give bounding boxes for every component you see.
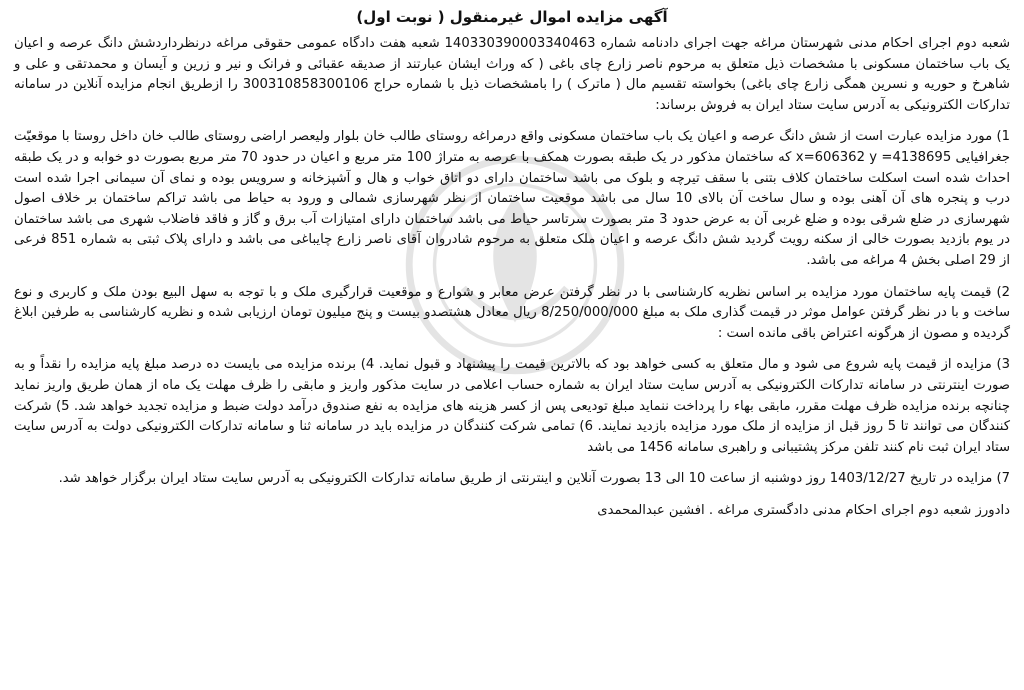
item-7-paragraph: 7) مزایده در تاریخ 1403/12/27 روز دوشنبه از ساعت 10 الی 13 بصورت آنلاین و اینترنتی از طریق سامانه تدارکات الکترونیکی به آدرس سایت ستاد ایران برگزار خواهد شد. [58,471,1010,487]
item-1-paragraph: 1) مورد مزایده عبارت است از شش دانگ عرصه و اعیان یک باب ساختمان مسکونی واقع درمراغه روستای طالب خان بلوار ولیعصر اراضی روستای طالب خان داخل روستا با موقعیّت جغرافیایی x=606362 y =4138695 که ساختمان مذکور در یک طبقه بصورت همکف با عرصه به متراژ 100 متر مربع و اعیان در حدود 70 متر مربع بصورت دو خوابه و در یک طبقه احداث شده است اسکلت ساختمان کلاف بتنی با سقف تیرچه و بلوک می باشد ساختمان دارای دو اتاق خواب و هال و آشپزخانه و سرویس بوده و نمای آن سیمانی اجرا شده است درب و پنجره های آن آهنی بوده و سال ساخت آن بالای 10 سال می باشد موقعیت ساختمان از نظر شهرسازی شمالی و ورود به حیاط می باشد تراکم ساختمان بر خلاف اصول شهرسازی در ضلع شرقی بوده و ضلع غربی آن به عرض حدود 3 متر بصورت سرتاسر حیاط می باشد ساختمان دارای امتیازات آب برق و گاز و فاقد فاضلاب شهری می باشد ساختمان در یوم بازدید بصورت خالی از سکنه رویت گردید شش دانگ عرصه و اعیان ملک متعلق به مرحوم شادروان آقای ناصر زارع چایباغی می باشد و دارای پلاک ثبتی به شماره 851 فرعی از 29 اصلی بخش 4 مراغه می باشد. [14,129,1010,268]
notice-title: آگهی مزایده اموال غیرمنقول ( نوبت اول) [356,8,668,26]
item-2-paragraph: 2) قیمت پایه ساختمان مورد مزایده بر اساس نظریه کارشناسی با در نظر گرفتن عرض معابر و شوارع و موقعیت قرارگیری ملک و با توجه به سهل البیع بودن ملک و کاربری و نوع ساخت و با در نظر گرفتن عوامل موثر در قیمت گذاری ملک به مبلغ 8/250/000/000 ریال معادل هشتصدو بیست و پنج میلیون تومان ارزیابی شده و نظریه کارشناسی به طرفین ابلاغ گردیده و مصون از هرگونه اعتراض باقی مانده است : [14,284,1010,341]
signature-line: دادورز شعبه دوم اجرای احکام مدنی دادگستری مراغه . افشین عبدالمحمدی [597,502,1010,518]
item-3-paragraph: 3) مزایده از قیمت پایه شروع می شود و مال متعلق به کسی خواهد بود که بالاترین قیمت را پیشنهاد و قبول نماید. 4) برنده مزایده می بایست ده درصد مبلغ پایه مزایده را نقداً و به صورت اینترنتی در سامانه تدارکات الکترونیکی به آدرس سایت ستاد ایران به شماره حساب اعلامی در سایت مذکور واریز و مابقی را ظرف مهلت یک ماه از همان طریق واریز نماید چنانچه برنده مزایده ظرف مهلت مقرر، مابقی بهاء را پرداخت ننماید مبلغ تودیعی پس از کسر هزینه های مزایده به نفع صندوق درآمد دولت ضبط و مزایده تجدید خواهد شد. 5) شرکت کنندگان می توانند تا 5 روز قبل از مزایده از ملک مورد مزایده بازدید نمایند. 6) تمامی شرکت کنندگان در مزایده باید در سامانه ثنا و سامانه تدارکات الکترونیکی دولت به آدرس سایت ستاد ایران ثبت نام کنند تلفن مرکز پشتیبانی و راهبری سامانه 1456 می باشد [14,357,1011,455]
intro-paragraph: شعبه دوم اجرای احکام مدنی شهرستان مراغه جهت اجرای دادنامه شماره 140330390003340463 شعبه هفت دادگاه عمومی حقوقی مراغه درنظرداردشش دانگ عرصه و اعیان یک باب ساختمان مسکونی با مشخصات ذیل متعلق به مرحوم ناصر زارع چای باغی ( که وراث ایشان عبارتند از صدیقه عقبائی و فرانک و نیر و زرین و آیسان و محمدتقی و علی و شاهرخ و حوریه و نسرین همگی زارع چای باغی) بخواسته تقسیم مال ( ماترک ) را بامشخصات ذیل با شماره حراج 300310858300106 را ازطریق انجام مزایده آنلاین در سامانه تدارکات الکترونیکی به آدرس سایت ستاد ایران به فروش برساند: [14,36,1010,113]
